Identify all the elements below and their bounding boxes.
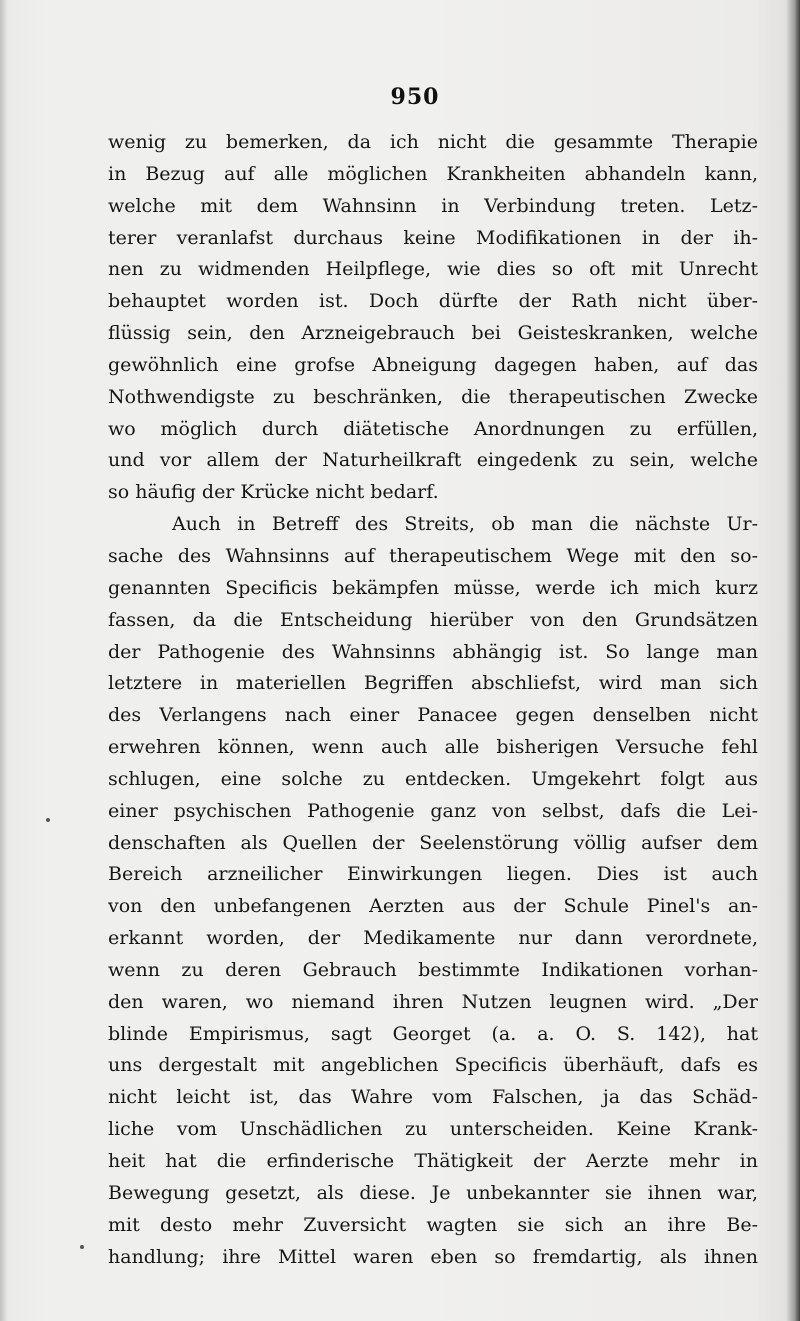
text-line: mit desto mehr Zuversicht wagten sie sich an ihre Be- xyxy=(108,1213,758,1236)
text-line: liche vom Unschädlichen zu unterscheiden. Keine Krank- xyxy=(108,1118,758,1141)
body-text xyxy=(108,127,758,1273)
text-line: schlugen, eine solche zu entdecken. Umgekehrt folgt aus xyxy=(108,767,758,790)
text-line: letztere in materiellen Begriffen abschliefst, wird man sich xyxy=(108,672,758,695)
text-line: behauptet worden ist. Doch dürfte der Rath nicht über- xyxy=(108,290,758,313)
text-line: blinde Empirismus, sagt Georget (a. a. O. S. 142), hat xyxy=(108,1022,758,1045)
text-line: erkannt worden, der Medikamente nur dann verordnete, xyxy=(108,927,758,950)
text-line: von den unbefangenen Aerzten aus der Schule Pinel's an- xyxy=(108,895,758,918)
text-line: Nothwendigste zu beschränken, die therapeutischen Zwecke xyxy=(108,385,758,408)
page-right-shadow xyxy=(786,0,800,1321)
text-line: wenig zu bemerken, da ich nicht die gesammte Therapie xyxy=(108,131,758,153)
text-line: nen zu widmenden Heilpflege, wie dies so oft mit Unrecht xyxy=(108,258,758,281)
text-line: Bewegung gesetzt, als diese. Je unbekannter sie ihnen war, xyxy=(108,1181,758,1204)
text-line: heit hat die erfinderische Thätigkeit der Aerzte mehr in xyxy=(108,1150,758,1172)
text-line: gewöhnlich eine grofse Abneigung dagegen haben, auf das xyxy=(108,353,758,376)
text-line: uns dergestalt mit angeblichen Specificis überhäuft, dafs es xyxy=(108,1054,758,1077)
text-line: wo möglich durch diätetische Anordnungen zu erfüllen, xyxy=(108,417,758,440)
text-line: den waren, wo niemand ihren Nutzen leugnen wird. „Der xyxy=(108,990,758,1013)
text-line: denschaften als Quellen der Seelenstörung völlig aufser dem xyxy=(108,831,758,854)
text-line: terer veranlafst durchaus keine Modifikationen in der ih- xyxy=(108,226,758,249)
text-line: flüssig sein, den Arzneigebrauch bei Geisteskranken, welche xyxy=(108,322,758,345)
text-line: handlung; ihre Mittel waren eben so fremdartig, als ihnen xyxy=(108,1245,758,1268)
print-speck xyxy=(46,818,50,822)
page-number: 950 xyxy=(390,84,440,110)
text-line: welche mit dem Wahnsinn in Verbindung treten. Letz- xyxy=(108,194,758,217)
text-line: Auch in Betreff des Streits, ob man die nächste Ur- xyxy=(172,513,758,536)
text-line: genannten Specificis bekämpfen müsse, werde ich mich kurz xyxy=(108,576,758,599)
page-left-shadow xyxy=(0,0,8,1321)
print-speck xyxy=(80,1245,84,1249)
text-line: fassen, da die Entscheidung hierüber von den Grundsätzen xyxy=(108,608,758,631)
text-line: und vor allem der Naturheilkraft eingedenk zu sein, welche xyxy=(108,449,758,472)
text-line: nicht leicht ist, das Wahre vom Falschen, ja das Schäd- xyxy=(108,1086,758,1109)
text-line: Bereich arzneilicher Einwirkungen liegen. Dies ist auch xyxy=(108,863,758,886)
text-line: so häufig der Krücke nicht bedarf. xyxy=(108,481,439,504)
text-line: einer psychischen Pathogenie ganz von selbst, dafs die Lei- xyxy=(108,799,758,822)
text-line: wenn zu deren Gebrauch bestimmte Indikationen vorhan- xyxy=(108,958,758,981)
text-line: der Pathogenie des Wahnsinns abhängig ist. So lange man xyxy=(108,640,758,663)
text-line: erwehren können, wenn auch alle bisherigen Versuche fehl xyxy=(108,736,758,759)
text-line: in Bezug auf alle möglichen Krankheiten abhandeln kann, xyxy=(108,162,758,185)
text-line: des Verlangens nach einer Panacee gegen denselben nicht xyxy=(108,704,758,727)
text-line: sache des Wahnsinns auf therapeutischem Wege mit den so- xyxy=(108,544,758,567)
